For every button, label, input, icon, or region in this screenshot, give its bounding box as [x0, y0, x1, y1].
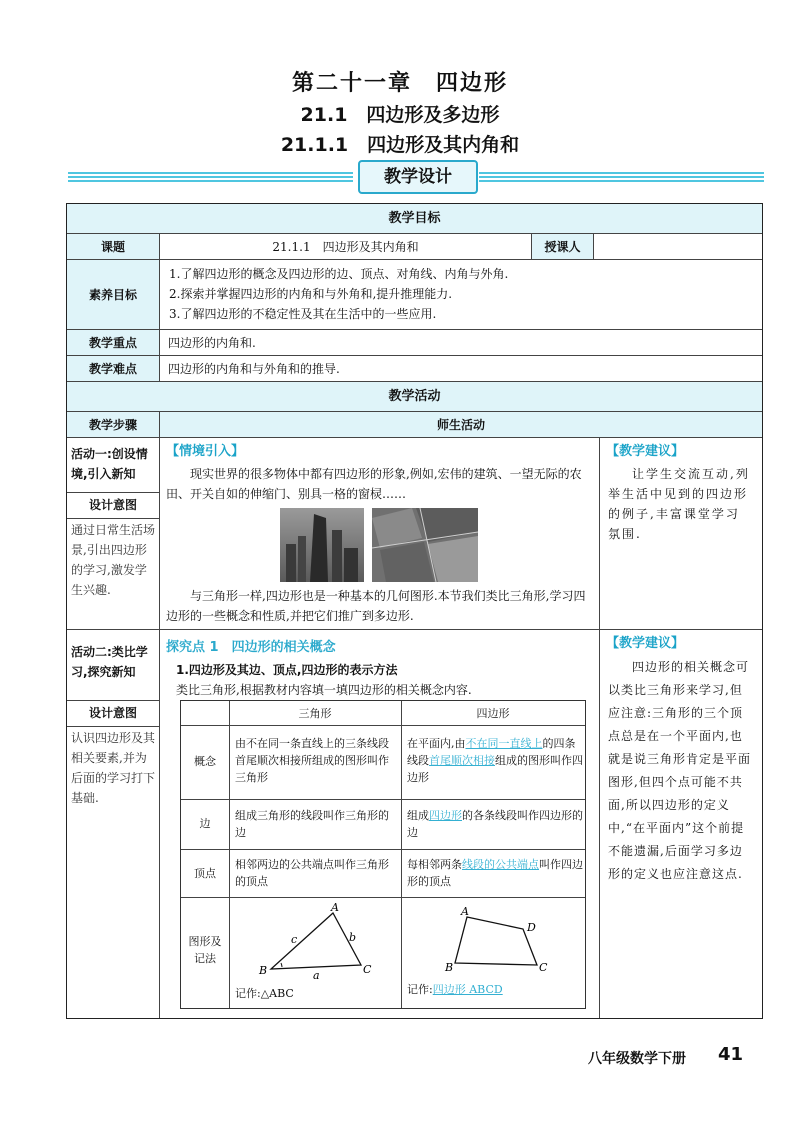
row-side: 边 [199, 817, 211, 830]
tip-2-title: 【教学建议】 [606, 636, 685, 651]
scenario-tag: 【情境引入】 [166, 444, 245, 459]
quad-label-A: A [461, 905, 469, 918]
row-vertex: 顶点 [194, 867, 216, 880]
quad-concept: 在平面内,由不在同一直线上的四条线段首尾顺次相接组成的图形叫作四边形 [407, 737, 583, 784]
activity-1-content [160, 438, 600, 629]
banner-label: 教学设计 [358, 160, 478, 194]
subsection-title: 21.1.1 四边形及其内角和 [280, 134, 520, 156]
activity-1-name: 活动一:创设情境,引入新知 [71, 447, 148, 481]
row-concept: 概念 [194, 755, 216, 768]
literacy-label: 素养目标 [67, 260, 160, 329]
difficult-label: 教学难点 [67, 356, 160, 381]
activity-2-design-label: 设计意图 [88, 706, 137, 720]
banner-stripes-left [68, 172, 353, 182]
activities-header: 教学活动 [67, 382, 762, 412]
fill-quad-abcd[interactable]: 四边形 ABCD [432, 983, 503, 996]
teaching-design-banner [68, 166, 764, 188]
quadrilateral-figure [441, 905, 561, 975]
fill-not-collinear[interactable]: 不在同一直线上 [465, 737, 543, 750]
activity-1-left [67, 438, 160, 629]
topic-value: 21.1.1 四边形及其内角和 [160, 234, 532, 259]
goals-header: 教学目标 [67, 204, 762, 234]
chapter-title: 第二十一章 四边形 [291, 71, 508, 96]
tip-1-text: 让学生交流互动,列举生活中见到的四边形的例子,丰富课堂学习氛围. [608, 467, 750, 541]
scenario-after: 与三角形一样,四边形也是一种基本的几何图形.本节我们类比三角形,学习四边形的一些概念和性质,并把它们推广到多边形. [166, 589, 586, 623]
farmland-photo [372, 508, 478, 582]
explore-point-subtitle: 1.四边形及其边、顶点,四边形的表示方法 [176, 663, 398, 677]
teacher-label: 授课人 [532, 234, 594, 259]
quad-vertex: 每相邻两条线段的公共端点叫作四边形的顶点 [407, 858, 583, 888]
tri-label-A: A [331, 901, 339, 914]
tri-label-b: b [349, 931, 357, 944]
banner-stripes-right [479, 172, 764, 182]
activity-1-tip [600, 438, 762, 629]
activity-2-left [67, 630, 160, 1018]
teacher-value [594, 234, 762, 259]
concept-compare-table [180, 700, 586, 1009]
quad-label-C: C [539, 961, 548, 974]
topic-label: 课题 [67, 234, 160, 259]
col-triangle: 三角形 [298, 707, 332, 720]
key-row [67, 330, 762, 356]
tip-1-title: 【教学建议】 [606, 444, 685, 459]
difficult-row [67, 356, 762, 382]
tri-side: 组成三角形的线段叫作三角形的边 [235, 809, 389, 839]
fill-end-to-end[interactable]: 首尾顺次相接 [429, 754, 495, 767]
tri-label-B: B [259, 964, 268, 977]
quad-label-D: D [527, 921, 536, 934]
steps-header-row [67, 412, 762, 438]
explore-point-desc: 类比三角形,根据教材内容填一填四边形的相关概念内容. [176, 683, 472, 697]
book-title: 八年级数学下册 [588, 1051, 686, 1067]
quad-label-B: B [445, 961, 454, 974]
fill-common-endpoint[interactable]: 线段的公共端点 [462, 858, 539, 871]
row-figure: 图形及记法 [188, 935, 222, 965]
literacy-item-3: 3.了解四边形的不稳定性及其在生活中的一些应用. [169, 307, 437, 321]
key-label: 教学重点 [67, 330, 160, 355]
topic-row [67, 234, 762, 260]
literacy-row [67, 260, 762, 330]
activity-1-design-label: 设计意图 [88, 498, 137, 512]
tri-label-a: a [313, 969, 320, 979]
teacher-student-label: 师生活动 [160, 412, 762, 437]
scenario-intro: 现实世界的很多物体中都有四边形的形象,例如,宏伟的建筑、一望无际的农田、开关自如的伸缩门、别具一格的窗棂…… [166, 467, 582, 501]
col-quadrilateral: 四边形 [476, 707, 510, 720]
tip-2-text: 四边形的相关概念可以类比三角形来学习,但应注意:三角形的三个顶点总是在一个平面内,也就是说三角形肯定是平面图形,但四个点可能不共面,所以四边形的定义中,“在平面内”这个前提不能遗漏,后面学习多边形的定义也应注意这点. [608, 660, 752, 881]
activity-2-tip [600, 630, 762, 1018]
fill-quadrilateral[interactable]: 四边形 [429, 809, 462, 822]
quad-side: 组成四边形的各条线段叫作四边形的边 [407, 809, 583, 839]
activity-2-design-text: 认识四边形及其相关要素,并为后面的学习打下基础. [71, 731, 156, 805]
tri-notation: 记作:△ABC [235, 987, 294, 1000]
explore-point-title: 探究点 1 四边形的相关概念 [166, 640, 336, 655]
difficult-value: 四边形的内角和与外角和的推导. [168, 362, 340, 376]
tri-label-C: C [363, 963, 372, 976]
literacy-item-2: 2.探索并掌握四边形的内角和与外角和,提升推理能力. [169, 287, 453, 301]
tri-concept: 由不在同一条直线上的三条线段首尾顺次相接所组成的图形叫作三角形 [235, 737, 389, 784]
triangle-figure [251, 901, 381, 979]
steps-label: 教学步骤 [67, 412, 160, 437]
activity-1-design-text: 通过日常生活场景,引出四边形的学习,激发学生兴趣. [71, 523, 156, 597]
key-value: 四边形的内角和. [168, 336, 256, 350]
section-title: 21.1 四边形及多边形 [300, 104, 500, 126]
quad-notation: 记作:四边形 ABCD [407, 983, 503, 996]
literacy-item-1: 1.了解四边形的概念及四边形的边、顶点、对角线、内角与外角. [169, 267, 509, 281]
tri-label-c: c [291, 933, 298, 946]
tri-vertex: 相邻两边的公共端点叫作三角形的顶点 [235, 858, 389, 888]
activity-2-name: 活动二:类比学习,探究新知 [71, 645, 148, 679]
activity-1-row [67, 438, 762, 630]
skyscraper-photo [280, 508, 364, 582]
page-number: 41 [718, 1044, 744, 1065]
